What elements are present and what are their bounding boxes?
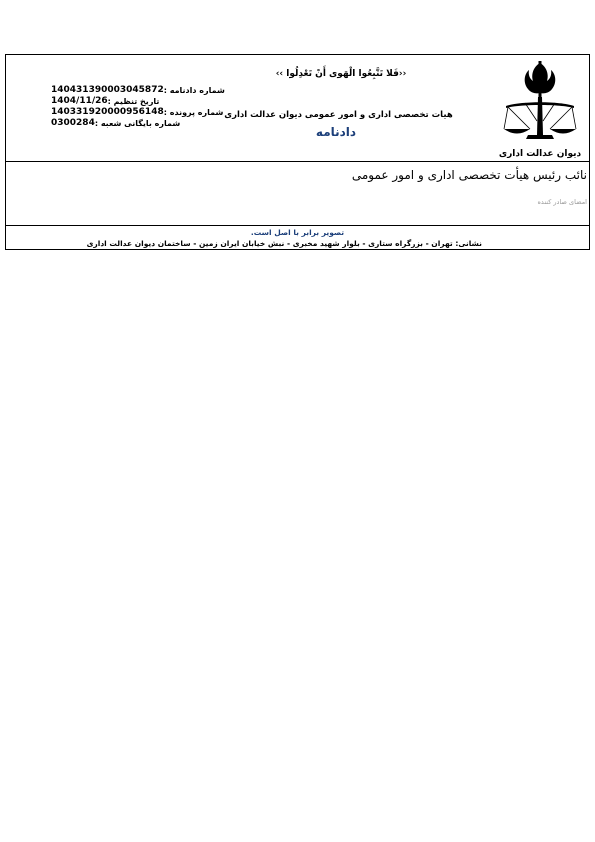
meta-value: 140331920000956148 <box>51 107 164 117</box>
org-label: دیوان عدالت اداری <box>498 149 582 159</box>
body-divider <box>6 225 589 226</box>
meta-value: 140431390003045872 <box>51 85 164 95</box>
meta-block <box>51 85 225 129</box>
board-name: هیات تخصصی اداری و امور عمومی دیوان عدالت اداری <box>224 110 453 120</box>
meta-row-case-number <box>51 107 224 118</box>
meta-value: 1404/11/26 <box>51 96 108 106</box>
doc-title: دادنامه <box>315 125 357 139</box>
meta-row-archive-number <box>51 118 201 129</box>
meta-row-issue-date <box>51 96 201 107</box>
address-line: نشانی: تهران - بزرگراه ستاری - بلوار شهید مخبری - نبش خیابان ایران زمین - ساختمان دیوان عدالت اداری <box>86 239 482 248</box>
header-quote: ‹‹فَلا تَتَّبِعُوا الْهَوى أَنْ تَعْدِلُوا ›› <box>275 69 407 79</box>
meta-label: شماره دادنامه : <box>163 86 225 95</box>
meta-value: 0300284 <box>51 118 95 128</box>
signer-subtitle: امضای صادر کننده <box>537 198 587 206</box>
meta-label: شماره بایگانی شعبه : <box>94 119 181 128</box>
certified-copy-note: تصویر برابر با اصل است. <box>250 228 345 237</box>
iran-emblem-scales-icon <box>500 59 580 145</box>
meta-row-judgment-number <box>51 85 225 96</box>
signer-title: نائب رئیس هیأت تخصصی اداری و امور عمومی <box>351 168 587 182</box>
document-frame <box>5 54 590 250</box>
meta-label: شماره پرونده : <box>163 108 224 117</box>
emblem-block <box>497 59 583 159</box>
header-divider <box>6 161 589 162</box>
meta-label: تاریخ تنظیم : <box>107 97 160 106</box>
